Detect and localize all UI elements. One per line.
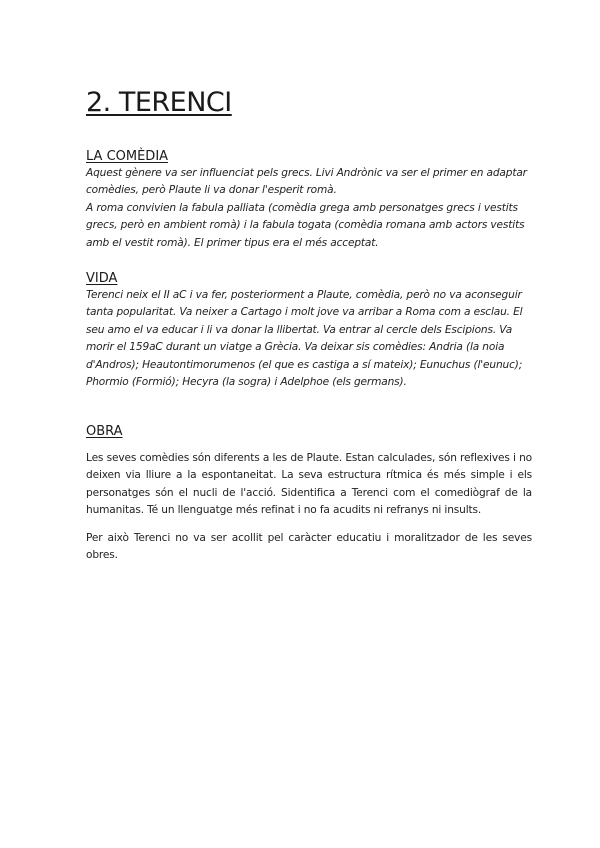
paragraph-comedia-2: A roma convivien la fabula palliata (comèdia grega amb personatges grecs i vestits grecs, però en ambient romà) i la fabula togata (comèdia romana amb actors vestits amb el vestit romà). El primer tipus era el més acceptat. xyxy=(86,201,525,249)
paragraph-obra-2: Per això Terenci no va ser acollit pel caràcter educatiu i moralitzador de les seves obres. xyxy=(86,531,532,562)
section-obra xyxy=(86,423,532,564)
paragraph-vida-1: Terenci neix el II aC i va fer, posteriorment a Plaute, comèdia, però no va aconseguir tanta popularitat. Va neixer a Cartago i molt jove va arribar a Roma com a esclau. El seu amo el va educar i li va donar la llibertat. Va entrar al cercle dels Escipions. Va morir el 159aC durant un viatge a Grècia. Va deixar sis comèdies: Andria (la noia d'Andros); Heautontimorumenos (el que es castiga a sí mateix); Eunuchus (l'eunuc); Phormio (Formió); Hecyra (la sogra) i Adelphoe (els germans). xyxy=(86,289,523,389)
section-la-comedia xyxy=(86,148,532,252)
paragraph-obra-1: Les seves comèdies són diferents a les de Plaute. Estan calculades, són reflexives i no deixen via lliure a la espontaneitat. La seva estructura rítmica és més simple i els personatges són el nucli de l'acció. Sidentifica a Terenci com el comediògraf de la humanitas. Té un llenguatge més refinat i no fa acudits ni refranys ni insults. xyxy=(86,452,532,517)
section-heading-vida: VIDA xyxy=(86,271,118,286)
paragraph-comedia-1: Aquest gènere va ser influenciat pels grecs. Livi Andrònic va ser el primer en adaptar comèdies, però Plaute li va donar l'esperit romà. xyxy=(86,167,527,197)
section-heading-la-comedia: LA COMÈDIA xyxy=(86,149,169,164)
section-heading-obra: OBRA xyxy=(86,424,123,439)
section-vida xyxy=(86,270,532,391)
page-title: 2. TERENCI xyxy=(86,87,232,118)
